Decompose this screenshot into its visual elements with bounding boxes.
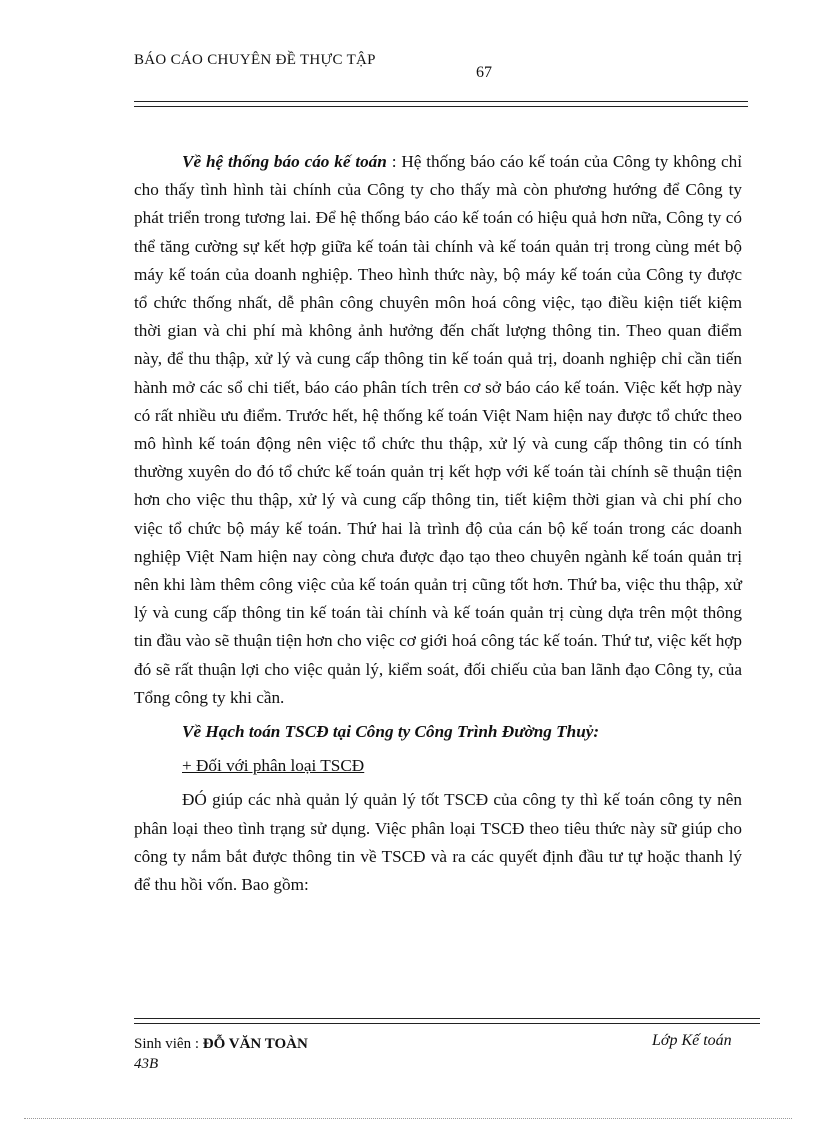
report-header-title: BÁO CÁO CHUYÊN ĐỀ THỰC TẬP xyxy=(134,52,376,68)
paragraph-lead: Về hệ thống báo cáo kế toán xyxy=(182,152,387,171)
class-code: 43B xyxy=(134,1056,159,1072)
header-rule-top xyxy=(134,101,748,102)
student-name: ĐỖ VĂN TOÀN xyxy=(202,1036,308,1052)
page-bottom-border xyxy=(24,1118,792,1119)
paragraph-classification: ĐÓ giúp các nhà quản lý quản lý tốt TSCĐ của công ty thì kế toán công ty nên phân loại theo tình trạng sử dụng. Việc phân loại TSCĐ theo tiêu thức này sữ giúp cho công ty nắm bắt được thông tin về TSCĐ và ra các quyết định đầu tư tự hoặc thanh lý để thu hồi vốn. Bao gồm: xyxy=(134,790,742,895)
sub-heading-classification xyxy=(134,752,742,780)
document-body xyxy=(134,148,742,899)
footer-student xyxy=(134,1034,308,1074)
student-label: Sinh viên : xyxy=(134,1036,203,1052)
page-number: 67 xyxy=(476,64,492,81)
footer-class-label: Lớp Kế toán xyxy=(652,1032,732,1049)
header-rule-bottom xyxy=(134,106,748,107)
sub-heading-text: + Đối với phân loại TSCĐ xyxy=(182,756,365,776)
paragraph-text: : Hệ thống báo cáo kế toán của Công ty không chỉ cho thấy tình hình tài chính của Công ty cho thấy mà còn phương hướng để Công ty phát triển trong tương lai. Để hệ thống báo cáo kế toán có hiệu quả hơn nữa, Công ty có thể tăng cường sự kết hợp giữa kế toán tài chính và kế toán quản trị trong cùng mét bộ máy kế toán của doanh nghiệp. Theo hình thức này, bộ máy kế toán của Công ty được tổ chức thống nhất, dễ phân công chuyên môn hoá công việc, tạo điều kiện tiết kiệm thời gian và chi phí mà không ảnh hưởng đến chất lượng thông tin. Theo quan điểm này, để thu thập, xử lý và cung cấp thông tin kế toán quả trị, doanh nghiệp chỉ cần tiến hành mở các sổ chi tiết, báo cáo phân tích trên cơ sở báo cáo kế toán. Việc kết hợp này có rất nhiều ưu điểm. Trước hết, hệ thống kế toán Việt Nam hiện nay được tổ chức theo mô hình kế toán động nên việc tổ chức thu thập, xử lý và cung cấp thông tin có tính thường xuyên do đó tổ chức kế toán quản trị kết hợp với kế toán tài chính sẽ thuận tiện hơn cho việc thu thập, xử lý và cung cấp thông tin, tiết kiệm thời gian và chi phí cho việc tổ chức bộ máy kế toán. Thứ hai là trình độ của cán bộ kế toán trong các doanh nghiệp Việt Nam hiện nay còng chưa được đạo tạo theo chuyên ngành kế toán quản trị nên khi làm thêm công việc của kế toán quản trị cũng tốt hơn. Thứ ba, việc thu thập, xử lý và cung cấp thông tin kế toán tài chính và kế toán quản trị cùng dựa trên một thông tin đầu vào sẽ thuận tiện hơn cho việc cơ giới hoá công tác kế toán. Thứ tư, việc kết hợp đó sẽ rất thuận lợi cho việc quản lý, kiểm soát, đối chiếu của ban lãnh đạo Công ty, của Tổng công ty khi cần. xyxy=(134,152,742,707)
section-heading-fixed-assets: Về Hạch toán TSCĐ tại Công ty Công Trình Đường Thuỷ: xyxy=(182,722,600,742)
paragraph-accounting-reports xyxy=(134,148,742,712)
footer-rule-top xyxy=(134,1018,760,1019)
footer-rule-bottom xyxy=(134,1023,760,1024)
